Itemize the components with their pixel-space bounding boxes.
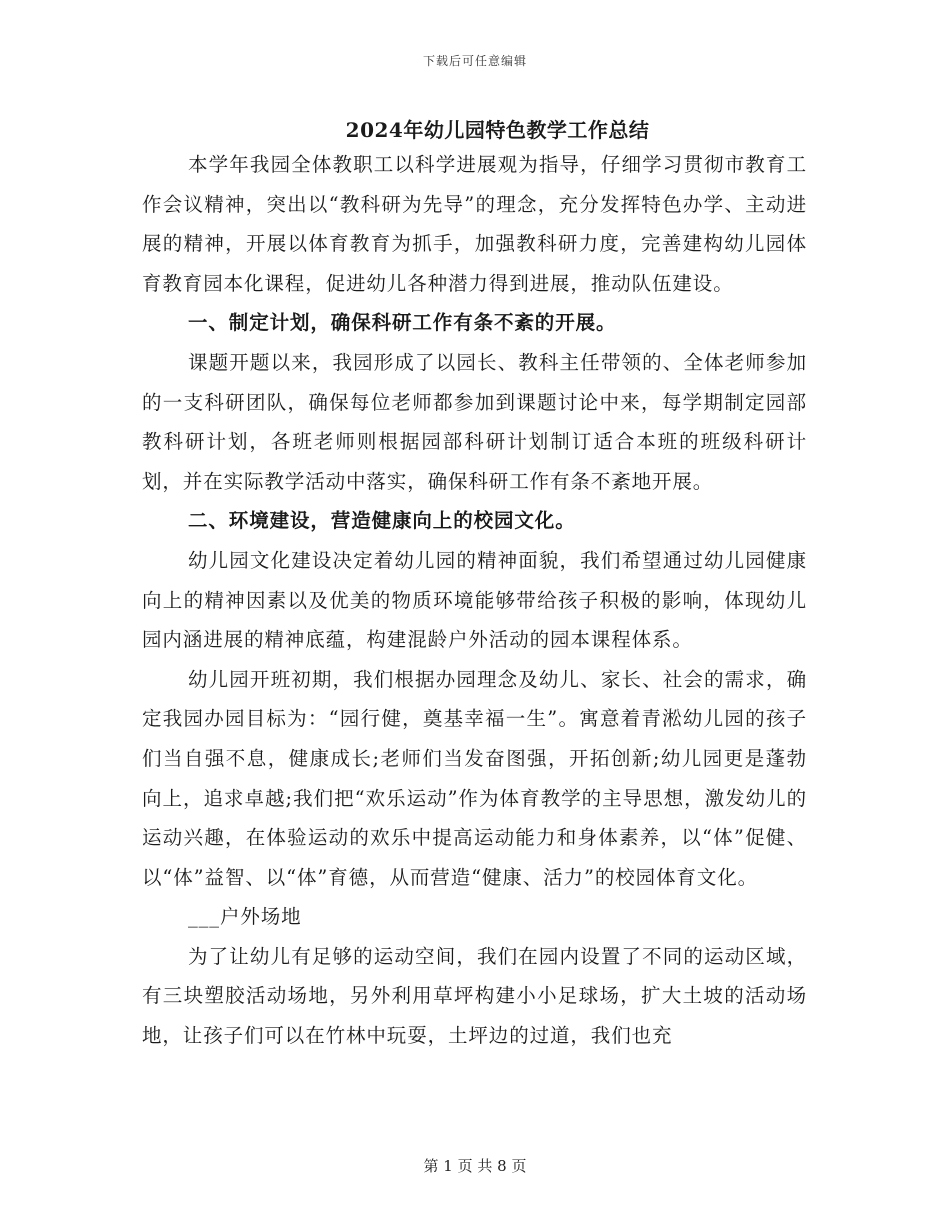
document-title: 2024年幼儿园特色教学工作总结 — [345, 118, 650, 142]
page-header-note: 下载后可任意编辑 — [422, 54, 527, 68]
section-1-heading: 一、制定计划，确保科研工作有条不紊的开展。 — [188, 311, 617, 335]
outdoor-venue-subheading: ___户外场地 — [188, 905, 302, 929]
section-2-heading: 二、环境建设，营造健康向上的校园文化。 — [188, 509, 576, 533]
section-2-paragraph-2: 幼儿园开班初期，我们根据办园理念及幼儿、家长、社会的需求，确定我园办园目标为：“园行健，奠基幸福一生”。寓意着青淞幼儿园的孩子们当自强不息，健康成长;老师们当发奋图强，开拓创新;幼儿园更是蓬勃向上，追求卓越;我们把“欢乐运动”作为体育教学的主导思想，激发幼儿的运动兴趣，在体验运动的欢乐中提高运动能力和身体素养，以“体”促健、以“体”益智、以“体”育德，从而营造“健康、活力”的校园体育文化。 — [142, 667, 807, 889]
section-1-paragraph: 课题开题以来，我园形成了以园长、教科主任带领的、全体老师参加的一支科研团队，确保每位老师都参加到课题讨论中来，每学期制定园部教科研计划，各班老师则根据园部科研计划制订适合本班的班级科研计划，并在实际教学活动中落实，确保科研工作有条不紊地开展。 — [142, 350, 807, 493]
document-body — [142, 145, 807, 1056]
section-2-paragraph-3: 为了让幼儿有足够的运动空间，我们在园内设置了不同的运动区域，有三块塑胶活动场地，另外利用草坪构建小小足球场，扩大土坡的活动场地，让孩子们可以在竹林中玩耍，土坪边的过道，我们也充 — [142, 944, 807, 1048]
page-number-footer: 第 1 页 共 8 页 — [423, 1157, 527, 1175]
section-2-paragraph-1: 幼儿园文化建设决定着幼儿园的精神面貌，我们希望通过幼儿园健康向上的精神因素以及优美的物质环境能够带给孩子积极的影响，体现幼儿园内涵进展的精神底蕴，构建混龄户外活动的园本课程体系。 — [142, 548, 807, 652]
intro-paragraph: 本学年我园全体教职工以科学进展观为指导，仔细学习贯彻市教育工作会议精神，突出以“教科研为先导”的理念，充分发挥特色办学、主动进展的精神，开展以体育教育为抓手，加强教科研力度，完善建构幼儿园体育教育园本化课程，促进幼儿各种潜力得到进展，推动队伍建设。 — [142, 153, 807, 295]
